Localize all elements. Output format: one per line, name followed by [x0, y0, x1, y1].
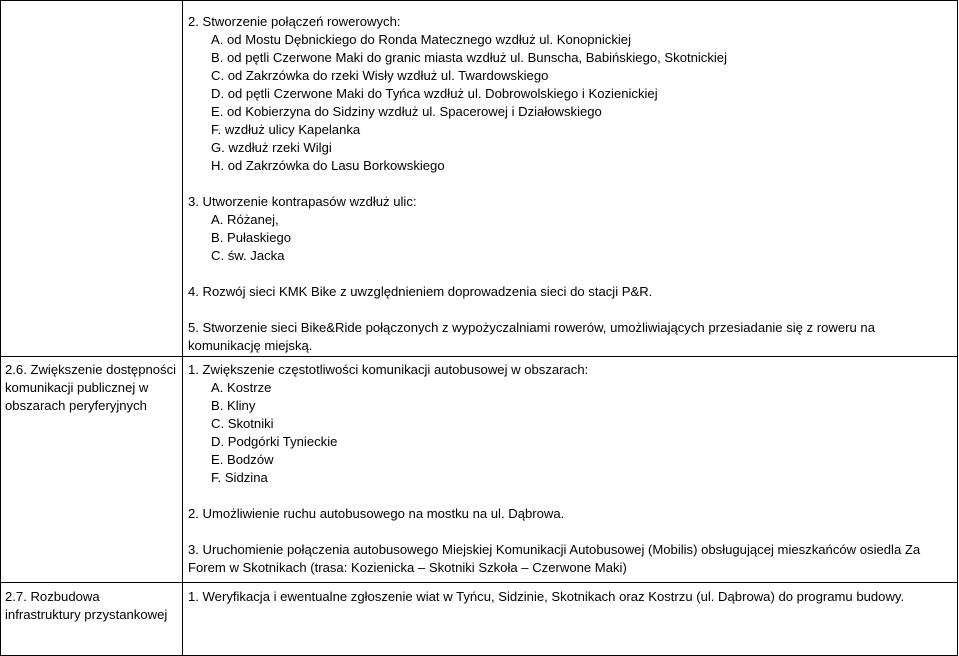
- list-item: A. Różanej,: [211, 212, 279, 227]
- bike-connections-block: [188, 7, 951, 175]
- paragraph: 5. Stworzenie sieci Bike&Ride połączonych z wypożyczalniami rowerów, umożliwiających przesiadanie się z roweru na komunikację miejską.: [188, 320, 875, 353]
- section-heading: 2. Stworzenie połączeń rowerowych:: [188, 14, 401, 29]
- row-label: 2.7. Rozbudowa infrastruktury przystankowej: [5, 589, 168, 622]
- row-3-content-cell: [183, 583, 958, 656]
- table-row: [1, 583, 958, 656]
- section-heading: 1. Zwiększenie częstotliwości komunikacji autobusowej w obszarach:: [188, 362, 589, 377]
- paragraph: 4. Rozwój sieci KMK Bike z uwzględnieniem doprowadzenia sieci do stacji P&R.: [188, 284, 653, 299]
- list-item: B. Kliny: [211, 398, 256, 413]
- section-heading: 3. Utworzenie kontrapasów wzdłuż ulic:: [188, 194, 417, 209]
- list-item: F. wzdłuż ulicy Kapelanka: [211, 122, 361, 137]
- list-item: F. Sidzina: [211, 470, 268, 485]
- list-item: C. św. Jacka: [211, 248, 285, 263]
- list-item: B. Pułaskiego: [211, 230, 292, 245]
- list-item: D. Podgórki Tynieckie: [211, 434, 338, 449]
- list-item: H. od Zakrzówka do Lasu Borkowskiego: [211, 158, 445, 173]
- list-item: A. od Mostu Dębnickiego do Ronda Matecznego wzdłuż ul. Konopnickiej: [211, 32, 631, 47]
- list-item: C. Skotniki: [211, 416, 274, 431]
- table-row: [1, 357, 958, 583]
- paragraph: 2. Umożliwienie ruchu autobusowego na mostku na ul. Dąbrowa.: [188, 506, 565, 521]
- table-row: [1, 1, 958, 357]
- row-1-label-cell: [1, 1, 183, 357]
- row-1-content-cell: [183, 1, 958, 357]
- list-item: C. od Zakrzówka do rzeki Wisły wzdłuż ul. Twardowskiego: [211, 68, 549, 83]
- row-2-label-cell: [1, 357, 183, 583]
- paragraph: 1. Weryfikacja i ewentualne zgłoszenie wiat w Tyńcu, Sidzinie, Skotnikach oraz Kostrzu (ul. Dąbrowa) do programu budowy.: [188, 589, 905, 604]
- row-2-content-cell: [183, 357, 958, 583]
- paragraph: 3. Uruchomienie połączenia autobusowego Miejskiej Komunikacji Autobusowej (Mobilis) obsługującej mieszkańców osiedla Za Forem w Skotnikach (trasa: Kozienicka – Skotniki Szkoła – Czerwone Maki): [188, 542, 921, 575]
- list-item: B. od pętli Czerwone Maki do granic miasta wzdłuż ul. Bunscha, Babińskiego, Skotnickiej: [211, 50, 728, 65]
- bus-frequency-block: [188, 357, 951, 487]
- list-item: D. od pętli Czerwone Maki do Tyńca wzdłuż ul. Dobrowolskiego i Kozienickiej: [211, 86, 658, 101]
- contraflow-block: [188, 193, 951, 265]
- list-item: E. Bodzów: [211, 452, 274, 467]
- list-item: G. wzdłuż rzeki Wilgi: [211, 140, 332, 155]
- row-3-label-cell: [1, 583, 183, 656]
- row-label: 2.6. Zwiększenie dostępności komunikacji publicznej w obszarach peryferyjnych: [5, 362, 177, 413]
- list-item: E. od Kobierzyna do Sidziny wzdłuż ul. Spacerowej i Działowskiego: [211, 104, 602, 119]
- list-item: A. Kostrze: [211, 380, 272, 395]
